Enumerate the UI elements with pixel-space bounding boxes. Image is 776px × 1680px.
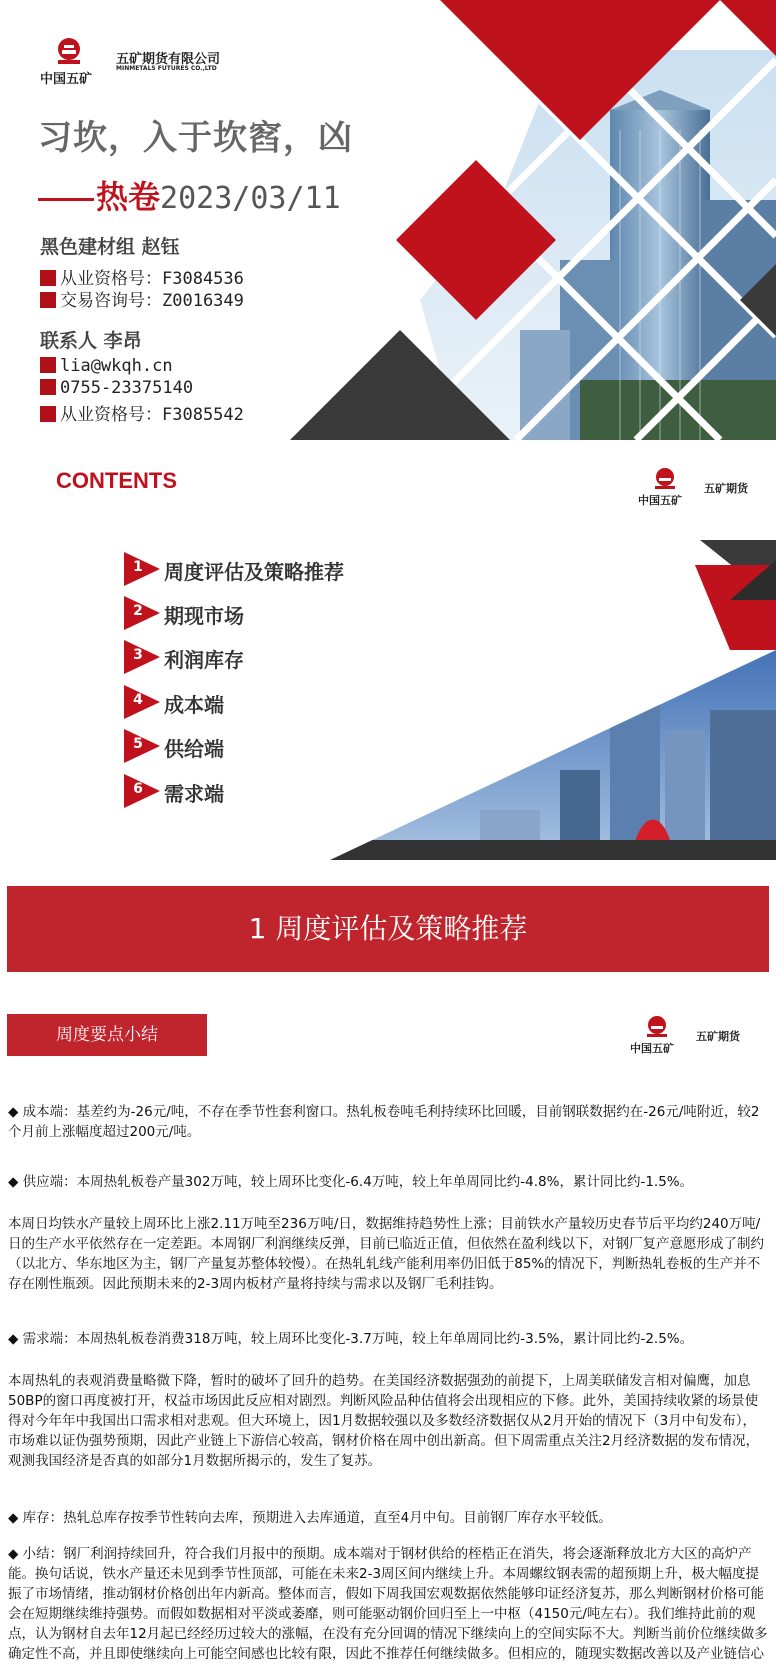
contact-phone: 0755-23375140	[60, 378, 194, 398]
summary-inventory: ◆ 库存：热轧总库存按季节性转向去库，预期进入去库通道，直至4月中旬。目前钢厂库存水平较低。	[8, 1510, 612, 1526]
company-name: 五矿期货有限公司	[116, 52, 221, 67]
toc-label: 成本端	[164, 693, 224, 717]
contact-license: 从业资格号：F3085542	[60, 405, 244, 425]
toc-number: 6	[133, 781, 143, 797]
summary-logo	[630, 1014, 760, 1058]
red-corner	[720, 0, 776, 56]
company-name-en: MINMETALS FUTURES CO.,LTD	[116, 65, 217, 72]
logo-cn-text: 中国五矿	[40, 72, 93, 87]
summary-tab	[7, 1014, 207, 1056]
contents-city-graphic	[330, 540, 776, 860]
summary-tab-label: 周度要点小结	[56, 1025, 158, 1045]
toc-label: 周度评估及策略推荐	[164, 560, 344, 584]
logo-emblem-icon	[54, 36, 84, 66]
toc-number: 2	[133, 603, 143, 619]
logo-cn-text: 中国五矿	[638, 494, 682, 507]
summary-cost: ◆ 成本端：基差约为-26元/吨，不存在季节性套利窗口。热轧板卷吨毛利持续环比回暖，目前钢联数据约在-26元/吨附近，较2个月前上涨幅度超过200元/吨。	[8, 1104, 760, 1140]
logo-name-text: 五矿期货	[696, 1030, 740, 1043]
contact-line	[40, 400, 244, 425]
city-photo	[330, 640, 776, 860]
summary-conclusion: ◆ 小结：钢厂利润持续回升，符合我们月报中的预期。成本端对于钢材供给的桎梏正在消失，将会逐渐释放北方大区的高炉产能。换句话说，铁水产量还未见到季节性顶部，可能在未来2-3周区间内继续上升。本周螺纹钢表需的超预期上升，极大幅度提振了市场情绪，推动钢材价格创出年内新高。整体而言，假如下周我国宏观数据依然能够印证经济复苏，那么判断钢材价格可能会在短期继续维持强势。而假如数据相对平淡或萎靡，则可能驱动钢价回归至上一中枢（4150元/吨左右）。我们维持此前的观点，认为钢材自去年12月起已经经历过较大的涨幅，在没有充分回调的情况下继续向上的空间实际不大。判断当前价位继续做多确定性不高，并且即使继续向上可能空间感也比较有限，因此不推荐任何继续做多。但相应的，随现实数据改善以及产业链信心	[8, 1546, 768, 1662]
contact-line	[40, 378, 193, 398]
report-subtitle	[38, 172, 341, 218]
toc-number: 5	[133, 736, 143, 752]
toc-number: 1	[133, 559, 143, 575]
logo-emblem-icon	[644, 1014, 670, 1038]
analyst-line-text: 从业资格号：F3084536	[60, 269, 244, 289]
contents-logo	[638, 466, 768, 510]
company-logo	[40, 36, 240, 88]
logo-cn-text: 中国五矿	[630, 1042, 674, 1055]
title-dash	[38, 198, 94, 201]
cover-page	[0, 0, 776, 440]
section-banner	[7, 886, 769, 972]
toc-label: 利润库存	[164, 648, 244, 672]
summary-supply: ◆ 供应端：本周热轧板卷产量302万吨，较上周环比变化-6.4万吨，较上年单周同比约-4.8%，累计同比约-1.5%。	[8, 1174, 694, 1190]
contact-email: lia@wkqh.cn	[60, 356, 173, 376]
report-date: 2023/03/11	[160, 181, 341, 216]
toc-label: 期现市场	[164, 604, 244, 628]
bullet-square-icon	[40, 379, 56, 395]
logo-name-text: 五矿期货	[704, 482, 748, 495]
summary-demand: ◆ 需求端：本周热轧板卷消费318万吨，较上周环比变化-3.7万吨，较上年单周同比约-3.5%，累计同比约-2.5%。	[8, 1331, 694, 1347]
toc-number: 3	[133, 647, 143, 663]
analyst-line-text: 交易咨询号：Z0016349	[60, 291, 244, 311]
contact-title: 联系人 李昂	[40, 330, 142, 352]
title-prefix: 热卷	[96, 178, 161, 216]
analyst-line	[40, 286, 244, 311]
summary-demand-detail: 本周热轧的表观消费量略微下降，暂时的破坏了回升的趋势。在美国经济数据强劲的前提下，上周美联储发言相对偏鹰，加息50BP的窗口再度被打开，权益市场因此反应相对剧烈。判断风险品种估值将会出现相应的下修。此外，美国持续收紧的场景使得对今年年中我国出口需求相对悲观。但大环境上，因1月数据较强以及多数经济数据仅从2月开始的情况下（3月中旬发布），市场难以证伪强势预期，因此产业链上下游信心较高，钢材价格在周中创出新高。但下周需重点关注2月经济数据的发布情况，观测我国经济是否真的如部分1月数据所揭示的，发生了复苏。	[8, 1373, 760, 1469]
toc-number: 4	[133, 692, 143, 708]
bullet-square-icon	[40, 270, 56, 286]
bullet-square-icon	[40, 406, 56, 422]
bullet-square-icon	[40, 357, 56, 373]
analyst-group: 黑色建材组 赵钰	[40, 236, 180, 258]
logo-emblem-icon	[652, 466, 678, 490]
contents-heading: CONTENTS	[56, 468, 177, 493]
contact-line	[40, 356, 173, 376]
toc-label: 供给端	[164, 737, 224, 761]
report-title: 习坎，入于坎窞，凶	[38, 118, 353, 158]
section-title: 1 周度评估及策略推荐	[248, 912, 528, 945]
bullet-square-icon	[40, 292, 56, 308]
summary-supply-detail: 本周日均铁水产量较上周环比上涨2.11万吨至236万吨/日，数据维持趋势性上涨；目前铁水产量较历史春节后平均约240万吨/日的生产水平依然存在一定差距。本周钢厂利润继续反弹，目前已临近正值，但依然在盈利线以下，对钢厂复产意愿形成了制约（以北方、华东地区为主，钢厂产量复苏整体较慢）。在热轧轧线产能利用率仍旧低于85%的情况下，判断热轧卷板的生产并不存在刚性瓶颈。因此预期未来的2-3周内板材产量将持续与需求以及钢厂毛利挂钩。	[8, 1216, 764, 1292]
toc-label: 需求端	[164, 782, 224, 806]
